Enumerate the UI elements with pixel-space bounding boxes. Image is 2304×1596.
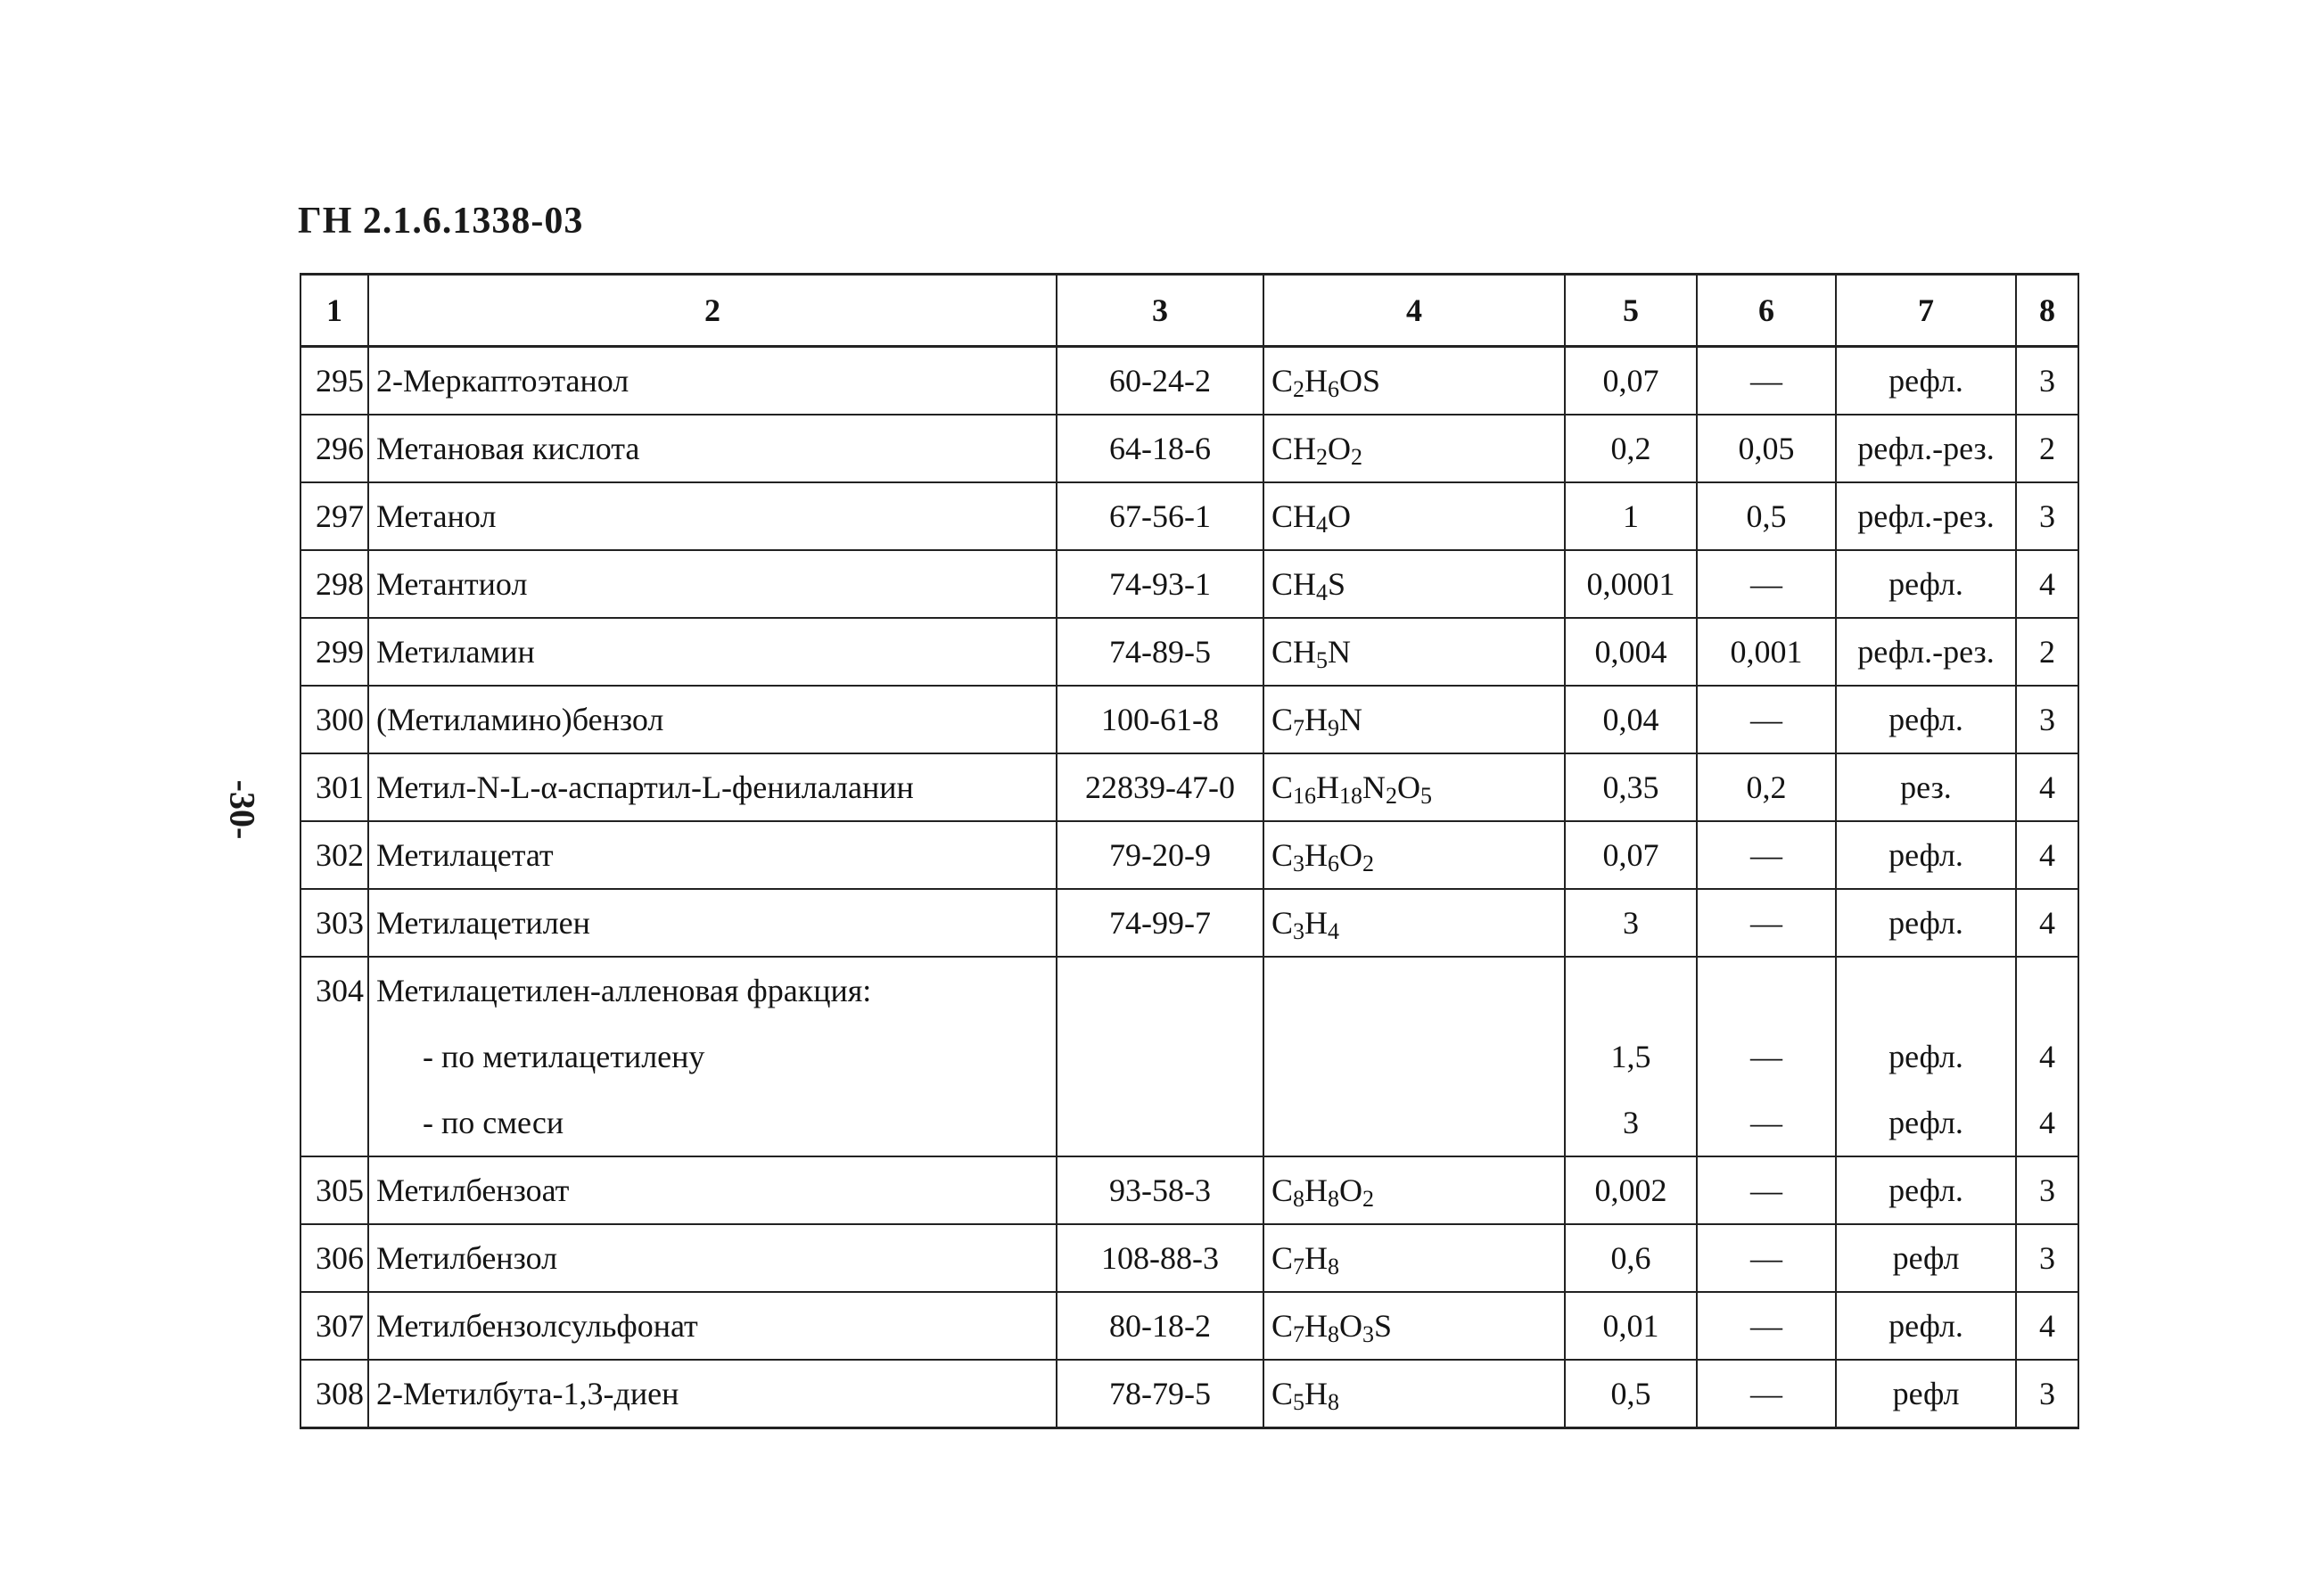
cas-number: 80-18-2 — [1057, 1292, 1263, 1360]
substance-name: (Метиламино)бензол — [368, 686, 1057, 753]
formula-cell — [1263, 415, 1565, 482]
row-number: 305 — [300, 1156, 368, 1224]
cas-number: 74-99-7 — [1057, 889, 1263, 957]
substance-name: Метилбензолсульфонат — [368, 1292, 1057, 1360]
value-col-6: — — [1697, 889, 1836, 957]
value-col-6: — — [1697, 821, 1836, 889]
formula-text: S — [1374, 1308, 1393, 1344]
sub-item-label: - по метилацетилену — [423, 1039, 705, 1074]
cas-number: 67-56-1 — [1057, 482, 1263, 550]
row-number: 298 — [300, 550, 368, 618]
formula-subscript: 2 — [1386, 783, 1398, 809]
row-number: 306 — [300, 1224, 368, 1292]
value-col-6: 0,05 — [1697, 415, 1836, 482]
formula-cell — [1263, 1024, 1565, 1090]
table-row — [300, 618, 2078, 686]
formula-subscript: 3 — [1293, 851, 1305, 876]
table-row — [300, 753, 2078, 821]
formula-subscript: 2 — [1351, 444, 1363, 470]
row-number — [300, 1090, 368, 1156]
value-col-6: 0,001 — [1697, 618, 1836, 686]
sub-item-label: - по смеси — [423, 1105, 564, 1140]
hazard-class: 2 — [2016, 618, 2078, 686]
table-row — [300, 347, 2078, 415]
table-row — [300, 415, 2078, 482]
document-code: ГН 2.1.6.1338-03 — [298, 201, 584, 242]
formula-subscript: 7 — [1293, 1321, 1305, 1347]
row-number: 301 — [300, 753, 368, 821]
value-col-6: 0,5 — [1697, 482, 1836, 550]
formula-text: N — [1362, 769, 1387, 805]
hazard-class: 4 — [2016, 1090, 2078, 1156]
state-col-7: рефл.-рез. — [1836, 618, 2016, 686]
state-col-7: рефл. — [1836, 347, 2016, 415]
cas-number — [1057, 1090, 1263, 1156]
state-col-7: рефл. — [1836, 821, 2016, 889]
formula-text: C — [1271, 769, 1294, 805]
formula-subscript: 2 — [1362, 1186, 1375, 1212]
formula-subscript: 2 — [1362, 851, 1375, 876]
cas-number: 100-61-8 — [1057, 686, 1263, 753]
formula-subscript: 5 — [1316, 647, 1329, 673]
formula-text: C — [1271, 837, 1294, 873]
group-sub-row — [300, 1090, 2078, 1156]
formula-text: OS — [1339, 363, 1381, 399]
table-row — [300, 1292, 2078, 1360]
group-title: Метилацетилен-алленовая фракция: — [376, 973, 872, 1008]
group-sub-row — [300, 1024, 2078, 1090]
formula-text: H — [1304, 837, 1329, 873]
cas-number: 22839-47-0 — [1057, 753, 1263, 821]
formula-text: CH — [1271, 498, 1317, 534]
formula-subscript: 4 — [1316, 580, 1329, 605]
value-col-5: 3 — [1565, 1090, 1697, 1156]
value-col-5: 0,0001 — [1565, 550, 1697, 618]
row-number: 304 — [300, 957, 368, 1024]
state-col-7: рез. — [1836, 753, 2016, 821]
formula-cell — [1263, 821, 1565, 889]
value-col-5: 0,2 — [1565, 415, 1697, 482]
value-col-6: — — [1697, 347, 1836, 415]
value-col-5: 1,5 — [1565, 1024, 1697, 1090]
formula-subscript: 8 — [1328, 1254, 1340, 1279]
substance-name: 2-Метилбута-1,3-диен — [368, 1360, 1057, 1428]
table-header-row — [300, 275, 2078, 347]
substance-name: Метилацетилен — [368, 889, 1057, 957]
table-row — [300, 1156, 2078, 1224]
value-col-6: — — [1697, 1360, 1836, 1428]
hazard-class: 4 — [2016, 889, 2078, 957]
value-col-6: — — [1697, 550, 1836, 618]
table-row — [300, 1224, 2078, 1292]
value-col-6: — — [1697, 1024, 1836, 1090]
hazard-class: 3 — [2016, 1156, 2078, 1224]
substance-name: Метилацетат — [368, 821, 1057, 889]
formula-text: H — [1304, 702, 1329, 737]
column-header-2: 2 — [368, 275, 1057, 347]
row-number — [300, 1024, 368, 1090]
formula-text: O — [1339, 837, 1363, 873]
formula-cell — [1263, 1090, 1565, 1156]
cas-number — [1057, 1024, 1263, 1090]
value-col-6: — — [1697, 1156, 1836, 1224]
state-col-7: рефл. — [1836, 550, 2016, 618]
row-number: 295 — [300, 347, 368, 415]
value-col-6: 0,2 — [1697, 753, 1836, 821]
formula-text: C — [1271, 905, 1294, 941]
formula-cell — [1263, 1292, 1565, 1360]
formula-subscript: 2 — [1316, 444, 1329, 470]
formula-text: O — [1339, 1308, 1363, 1344]
formula-text: N — [1339, 702, 1363, 737]
value-col-5: 0,01 — [1565, 1292, 1697, 1360]
formula-subscript: 4 — [1316, 512, 1329, 538]
value-col-5: 0,07 — [1565, 347, 1697, 415]
formula-text: CH — [1271, 431, 1317, 466]
table-row — [300, 1360, 2078, 1428]
formula-text: C — [1271, 1240, 1294, 1276]
formula-text: CH — [1271, 566, 1317, 602]
state-col-7: рефл — [1836, 1224, 2016, 1292]
hazard-class: 3 — [2016, 347, 2078, 415]
state-col-7: рефл.-рез. — [1836, 482, 2016, 550]
formula-text: H — [1304, 905, 1329, 941]
table-row — [300, 482, 2078, 550]
value-col-6 — [1697, 957, 1836, 1024]
hazard-class: 2 — [2016, 415, 2078, 482]
formula-subscript: 16 — [1293, 783, 1317, 809]
table-row — [300, 889, 2078, 957]
value-col-6: — — [1697, 1090, 1836, 1156]
row-number: 297 — [300, 482, 368, 550]
formula-text: C — [1271, 1172, 1294, 1208]
state-col-7: рефл. — [1836, 1090, 2016, 1156]
group-row — [300, 957, 2078, 1024]
value-col-5: 0,002 — [1565, 1156, 1697, 1224]
sub-item-name — [368, 1090, 1057, 1156]
value-col-5: 0,35 — [1565, 753, 1697, 821]
formula-subscript: 6 — [1328, 851, 1340, 876]
formula-text: O — [1328, 498, 1352, 534]
formula-subscript: 7 — [1293, 1254, 1305, 1279]
formula-cell — [1263, 1360, 1565, 1428]
state-col-7: рефл. — [1836, 686, 2016, 753]
formula-subscript: 4 — [1328, 918, 1340, 944]
formula-cell — [1263, 686, 1565, 753]
cas-number: 78-79-5 — [1057, 1360, 1263, 1428]
hazard-class: 4 — [2016, 550, 2078, 618]
formula-subscript: 5 — [1420, 783, 1433, 809]
formula-subscript: 8 — [1328, 1389, 1340, 1415]
substance-name: Метил-N-L-α-аспартил-L-фенилаланин — [368, 753, 1057, 821]
cas-number: 108-88-3 — [1057, 1224, 1263, 1292]
hazard-class: 3 — [2016, 1360, 2078, 1428]
column-header-4: 4 — [1263, 275, 1565, 347]
value-col-5: 0,07 — [1565, 821, 1697, 889]
cas-number: 74-89-5 — [1057, 618, 1263, 686]
value-col-5: 1 — [1565, 482, 1697, 550]
hygienic-norms-table — [300, 273, 2079, 1429]
value-col-6: — — [1697, 1224, 1836, 1292]
formula-subscript: 6 — [1328, 376, 1340, 402]
formula-text: C — [1271, 1308, 1294, 1344]
formula-text: H — [1304, 1376, 1329, 1411]
hazard-class: 4 — [2016, 821, 2078, 889]
cas-number: 74-93-1 — [1057, 550, 1263, 618]
cas-number: 64-18-6 — [1057, 415, 1263, 482]
formula-text: C — [1271, 363, 1294, 399]
state-col-7: рефл — [1836, 1360, 2016, 1428]
formula-text: H — [1316, 769, 1340, 805]
substance-name: Метилбензол — [368, 1224, 1057, 1292]
substance-name: Метиламин — [368, 618, 1057, 686]
state-col-7: рефл. — [1836, 1292, 2016, 1360]
row-number: 296 — [300, 415, 368, 482]
substance-name: 2-Меркаптоэтанол — [368, 347, 1057, 415]
formula-cell — [1263, 618, 1565, 686]
formula-text: H — [1304, 1308, 1329, 1344]
formula-cell — [1263, 889, 1565, 957]
column-header-7: 7 — [1836, 275, 2016, 347]
row-number: 308 — [300, 1360, 368, 1428]
formula-text: O — [1339, 1172, 1363, 1208]
cas-number: 93-58-3 — [1057, 1156, 1263, 1224]
formula-cell — [1263, 550, 1565, 618]
value-col-5: 0,04 — [1565, 686, 1697, 753]
substance-name: Метилбензоат — [368, 1156, 1057, 1224]
column-header-1: 1 — [300, 275, 368, 347]
row-number: 303 — [300, 889, 368, 957]
formula-text: O — [1397, 769, 1421, 805]
cas-number: 60-24-2 — [1057, 347, 1263, 415]
formula-subscript: 3 — [1362, 1321, 1375, 1347]
formula-text: H — [1304, 1240, 1329, 1276]
hazard-class: 4 — [2016, 1292, 2078, 1360]
state-col-7 — [1836, 957, 2016, 1024]
hazard-class: 3 — [2016, 686, 2078, 753]
formula-subscript: 7 — [1293, 715, 1305, 741]
table-row — [300, 686, 2078, 753]
formula-subscript: 2 — [1293, 376, 1305, 402]
state-col-7: рефл. — [1836, 1024, 2016, 1090]
substance-name: Метановая кислота — [368, 415, 1057, 482]
formula-text: CH — [1271, 634, 1317, 670]
column-header-6: 6 — [1697, 275, 1836, 347]
state-col-7: рефл. — [1836, 889, 2016, 957]
formula-subscript: 5 — [1293, 1389, 1305, 1415]
row-number: 300 — [300, 686, 368, 753]
value-col-5: 0,6 — [1565, 1224, 1697, 1292]
formula-subscript: 8 — [1293, 1186, 1305, 1212]
sub-item-name — [368, 1024, 1057, 1090]
row-number: 302 — [300, 821, 368, 889]
formula-subscript: 8 — [1328, 1186, 1340, 1212]
hazard-class: 3 — [2016, 1224, 2078, 1292]
formula-text: C — [1271, 702, 1294, 737]
page-number: -30- — [222, 779, 263, 840]
value-col-5: 0,5 — [1565, 1360, 1697, 1428]
value-col-5 — [1565, 957, 1697, 1024]
cas-number: 79-20-9 — [1057, 821, 1263, 889]
formula-text: N — [1328, 634, 1352, 670]
formula-text: H — [1304, 1172, 1329, 1208]
substance-name: Метанол — [368, 482, 1057, 550]
hazard-class: 4 — [2016, 753, 2078, 821]
value-col-5: 3 — [1565, 889, 1697, 957]
column-header-3: 3 — [1057, 275, 1263, 347]
formula-subscript: 3 — [1293, 918, 1305, 944]
hazard-class: 4 — [2016, 1024, 2078, 1090]
table-row — [300, 821, 2078, 889]
formula-text: S — [1328, 566, 1346, 602]
formula-text: H — [1304, 363, 1329, 399]
state-col-7: рефл.-рез. — [1836, 415, 2016, 482]
formula-subscript: 18 — [1339, 783, 1363, 809]
cas-number — [1057, 957, 1263, 1024]
value-col-6: — — [1697, 686, 1836, 753]
substance-name — [368, 957, 1057, 1024]
value-col-5: 0,004 — [1565, 618, 1697, 686]
state-col-7: рефл. — [1836, 1156, 2016, 1224]
formula-subscript: 9 — [1328, 715, 1340, 741]
formula-cell — [1263, 1156, 1565, 1224]
formula-cell — [1263, 482, 1565, 550]
row-number: 307 — [300, 1292, 368, 1360]
hazard-class — [2016, 957, 2078, 1024]
column-header-8: 8 — [2016, 275, 2078, 347]
formula-cell — [1263, 753, 1565, 821]
formula-cell — [1263, 957, 1565, 1024]
formula-subscript: 8 — [1328, 1321, 1340, 1347]
row-number: 299 — [300, 618, 368, 686]
column-header-5: 5 — [1565, 275, 1697, 347]
hazard-class: 3 — [2016, 482, 2078, 550]
formula-cell — [1263, 347, 1565, 415]
substance-name: Метантиол — [368, 550, 1057, 618]
formula-text: C — [1271, 1376, 1294, 1411]
table-row — [300, 550, 2078, 618]
formula-text: O — [1328, 431, 1352, 466]
value-col-6: — — [1697, 1292, 1836, 1360]
formula-cell — [1263, 1224, 1565, 1292]
